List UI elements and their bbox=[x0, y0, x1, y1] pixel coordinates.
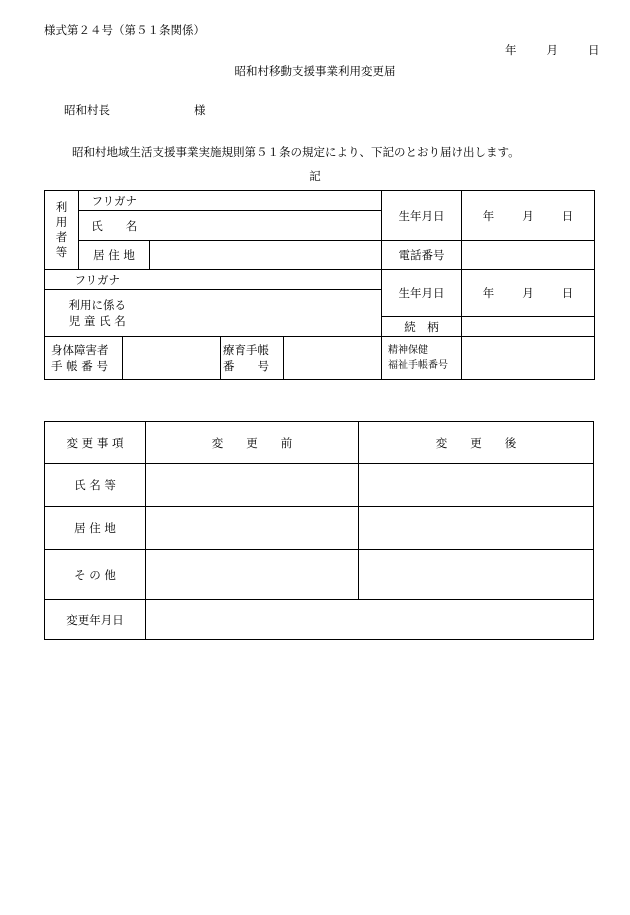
handbook-table bbox=[44, 337, 595, 380]
applicant-table bbox=[44, 190, 595, 337]
child-name-label: 利用に係る 児 童 氏 名 bbox=[45, 290, 150, 337]
child-furigana-field[interactable] bbox=[150, 270, 382, 290]
user-furigana-field[interactable] bbox=[150, 191, 382, 211]
child-name-field[interactable] bbox=[150, 290, 382, 337]
addressee: 昭和村長 bbox=[64, 103, 110, 117]
physical-handbook-label: 身体障害者 手 帳 番 号 bbox=[45, 337, 123, 379]
change-row-other-before[interactable] bbox=[146, 550, 359, 600]
form-number: 様式第２４号（第５１条関係） bbox=[44, 23, 205, 37]
relationship-field[interactable] bbox=[462, 317, 595, 337]
mental-handbook-label: 精神保健 福祉手帳番号 bbox=[382, 337, 462, 379]
change-before-header: 変 更 前 bbox=[146, 422, 359, 464]
user-furigana-label: フリガナ bbox=[79, 191, 150, 211]
change-row-address-after[interactable] bbox=[359, 507, 594, 550]
document-title: 昭和村移動支援事業利用変更届 bbox=[234, 64, 396, 78]
change-row-other-label: そ の 他 bbox=[45, 550, 146, 600]
intro-text: 昭和村地域生活支援事業実施規則第５１条の規定により、下記のとおり届け出します。 bbox=[72, 145, 520, 159]
user-name-label: 氏 名 bbox=[79, 211, 150, 241]
honorific: 様 bbox=[194, 103, 206, 117]
ryoiku-handbook-label: 療育手帳 番 号 bbox=[221, 337, 284, 379]
change-table bbox=[44, 421, 594, 640]
user-name-field[interactable] bbox=[150, 211, 382, 241]
date-month: 月 bbox=[546, 43, 558, 57]
change-row-address-label: 居 住 地 bbox=[45, 507, 146, 550]
relationship-label: 続 柄 bbox=[382, 317, 462, 337]
user-phone-field[interactable] bbox=[462, 241, 595, 270]
user-group-label: 利 用 者 等 bbox=[45, 191, 79, 270]
user-phone-label: 電話番号 bbox=[382, 241, 462, 270]
date-day: 日 bbox=[588, 43, 600, 57]
submission-date bbox=[505, 42, 600, 58]
change-row-name-after[interactable] bbox=[359, 464, 594, 507]
ki-label: 記 bbox=[309, 169, 321, 183]
child-birthdate-label: 生年月日 bbox=[382, 270, 462, 317]
physical-handbook-field[interactable] bbox=[123, 337, 221, 379]
user-address-field[interactable] bbox=[150, 241, 382, 270]
change-item-header: 変 更 事 項 bbox=[45, 422, 146, 464]
change-after-header: 変 更 後 bbox=[359, 422, 594, 464]
user-birthdate-label: 生年月日 bbox=[382, 191, 462, 241]
mental-handbook-field[interactable] bbox=[462, 337, 595, 379]
child-birthdate-field[interactable]: 年 月 日 bbox=[462, 270, 595, 317]
change-row-other-after[interactable] bbox=[359, 550, 594, 600]
ryoiku-handbook-field[interactable] bbox=[284, 337, 382, 379]
change-row-name-label: 氏 名 等 bbox=[45, 464, 146, 507]
change-date-field[interactable] bbox=[146, 600, 594, 640]
change-date-label: 変更年月日 bbox=[45, 600, 146, 640]
date-year: 年 bbox=[505, 43, 517, 57]
user-birthdate-field[interactable]: 年 月 日 bbox=[462, 191, 595, 241]
change-row-address-before[interactable] bbox=[146, 507, 359, 550]
user-address-label: 居 住 地 bbox=[79, 241, 150, 270]
change-row-name-before[interactable] bbox=[146, 464, 359, 507]
child-furigana-label: フリガナ bbox=[45, 270, 150, 290]
